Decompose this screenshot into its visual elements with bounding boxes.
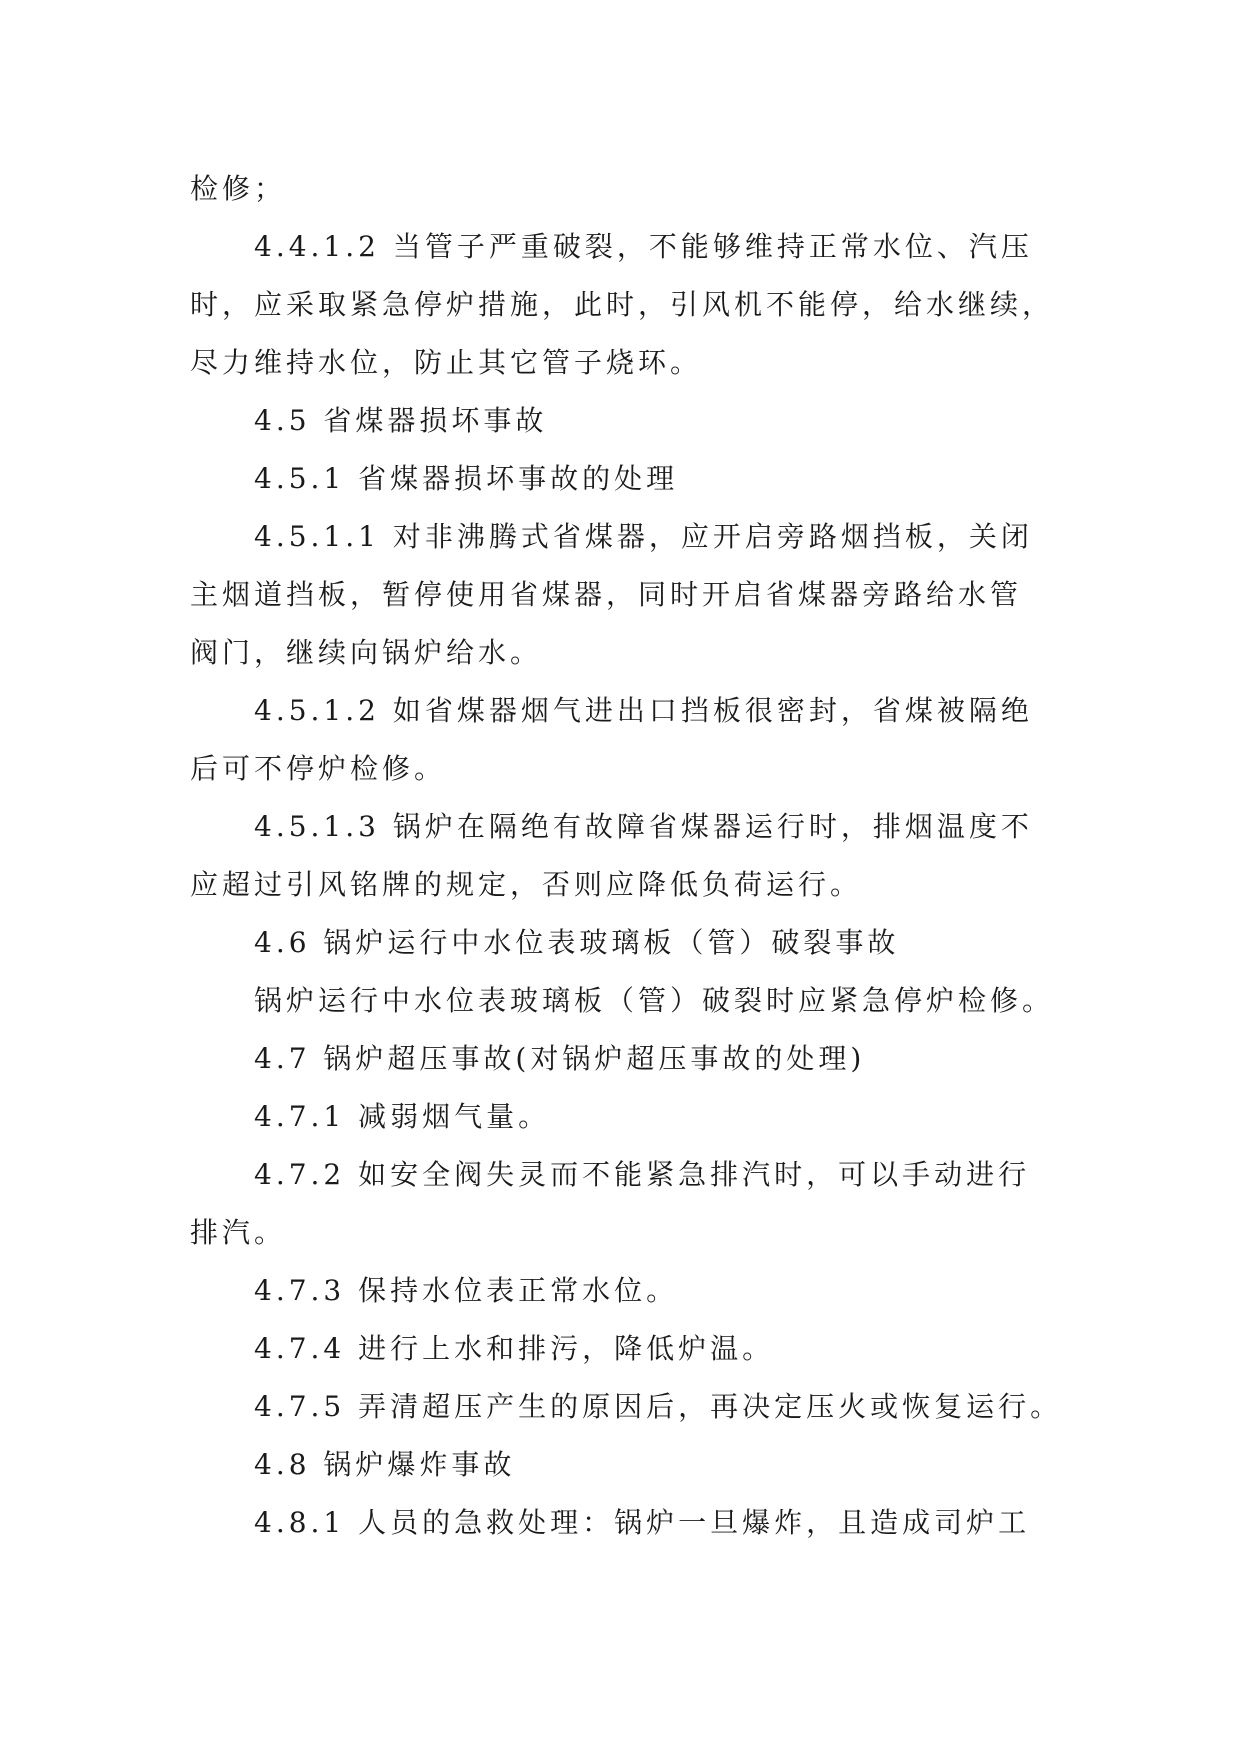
text-line: 阀门，继续向锅炉给水。: [190, 636, 543, 669]
heading-4-8: 4.8 锅炉爆炸事故: [254, 1448, 516, 1481]
text-line: 应超过引风铭牌的规定，否则应降低负荷运行。: [190, 868, 863, 901]
section-4-4-1-2: 4.4.1.2 当管子严重破裂，不能够维持正常水位、汽压: [254, 230, 1033, 263]
text-line: 主烟道挡板，暂停使用省煤器，同时开启省煤器旁路给水管: [190, 578, 1023, 611]
text-line: 排汽。: [190, 1216, 287, 1249]
section-4-5-1-3: 4.5.1.3 锅炉在隔绝有故障省煤器运行时，排烟温度不: [254, 810, 1033, 843]
section-4-5-1-2: 4.5.1.2 如省煤器烟气进出口挡板很密封，省煤被隔绝: [254, 694, 1033, 727]
heading-4-5: 4.5 省煤器损坏事故: [254, 404, 548, 437]
heading-4-5-1: 4.5.1 省煤器损坏事故的处理: [254, 462, 679, 495]
text-line: 检修；: [190, 172, 287, 205]
heading-4-7: 4.7 锅炉超压事故(对锅炉超压事故的处理): [254, 1042, 866, 1075]
text-line: 锅炉运行中水位表玻璃板（管）破裂时应紧急停炉检修。: [254, 984, 1055, 1017]
section-4-7-2: 4.7.2 如安全阀失灵而不能紧急排汽时，可以手动进行: [254, 1158, 1031, 1191]
section-4-8-1: 4.8.1 人员的急救处理：锅炉一旦爆炸，且造成司炉工: [254, 1506, 1031, 1539]
section-4-5-1-1: 4.5.1.1 对非沸腾式省煤器，应开启旁路烟挡板，关闭: [254, 520, 1033, 553]
section-4-7-3: 4.7.3 保持水位表正常水位。: [254, 1274, 679, 1307]
section-4-7-4: 4.7.4 进行上水和排污，降低炉温。: [254, 1332, 775, 1365]
heading-4-6: 4.6 锅炉运行中水位表玻璃板（管）破裂事故: [254, 926, 900, 959]
section-4-7-1: 4.7.1 减弱烟气量。: [254, 1100, 551, 1133]
text-line: 后可不停炉检修。: [190, 752, 447, 785]
text-line: 时，应采取紧急停炉措施，此时，引风机不能停，给水继续，: [190, 288, 1055, 321]
text-line: 尽力维持水位，防止其它管子烧环。: [190, 346, 703, 379]
section-4-7-5: 4.7.5 弄清超压产生的原因后，再决定压火或恢复运行。: [254, 1390, 1063, 1423]
document-body: [190, 160, 1063, 1552]
